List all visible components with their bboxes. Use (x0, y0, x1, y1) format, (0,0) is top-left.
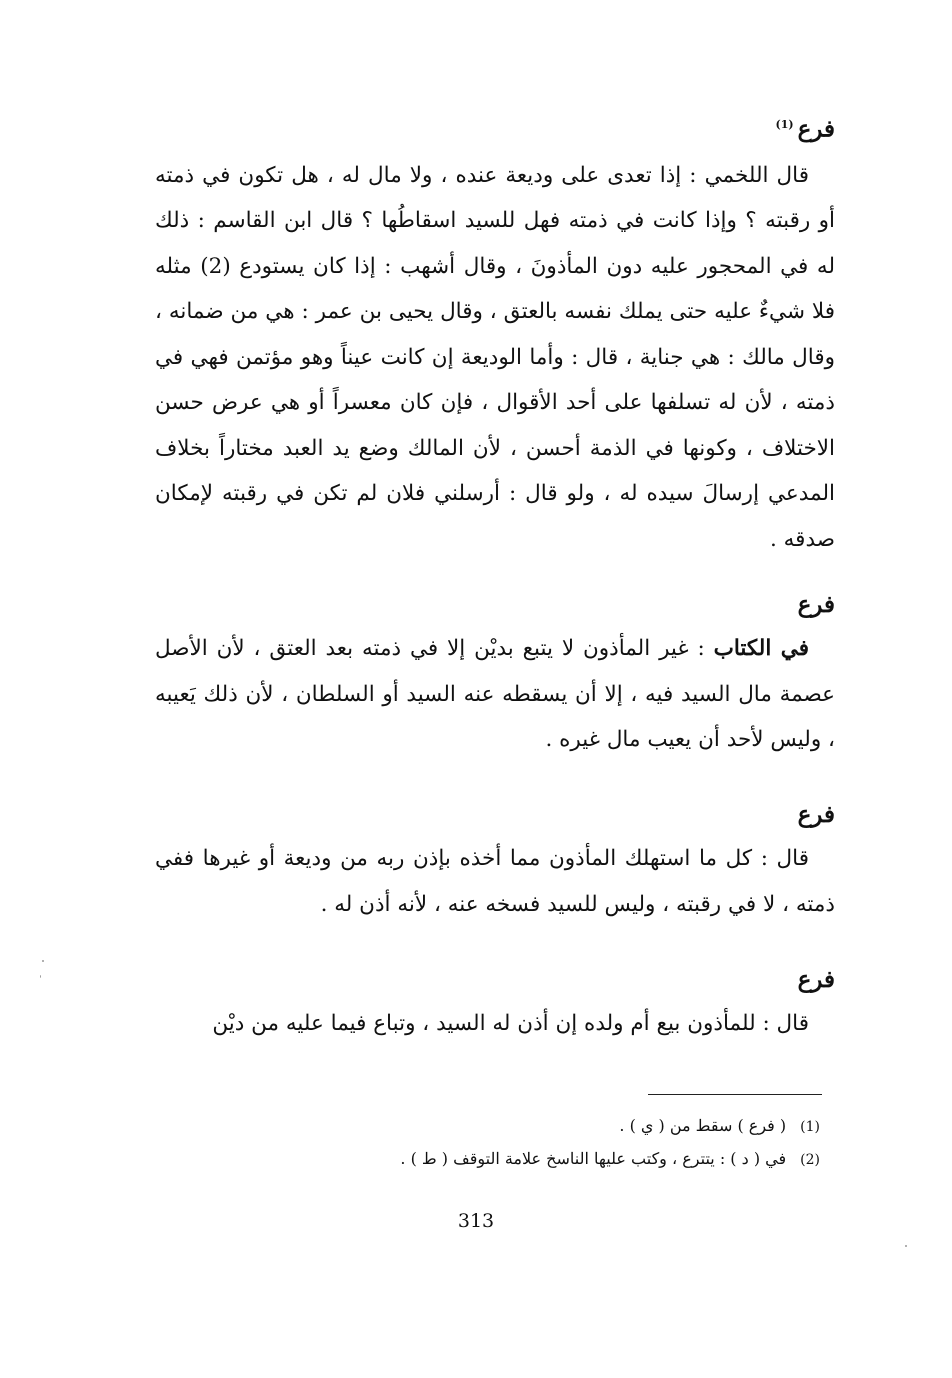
section-2 (155, 590, 835, 763)
section-heading (155, 110, 835, 145)
footnote-text: ( فرع ) سقط من ( ي ) . (619, 1116, 787, 1135)
footnote-item (300, 1110, 820, 1143)
scan-speck (42, 960, 44, 962)
footnote-number: (2) (800, 1152, 820, 1168)
footnote-item (300, 1143, 820, 1176)
section-paragraph: قال : للمأذون بيع أم ولده إن أذن له السيد ، وتباع فيما عليه من ديْن (212, 1011, 809, 1036)
footnote-number: (1) (800, 1119, 820, 1135)
section-paragraph (155, 626, 835, 763)
section-4 (155, 965, 835, 1047)
paragraph-body: : غير المأذون لا يتبع بديْن إلا في ذمته بعد العتق ، لأن الأصل عصمة مال السيد فيه ، إلا أن يسقطه عنه السيد أو السلطان ، لأن ذلك يَعيبه ، وليس لأحد أن يعيب مال غيره . (155, 636, 835, 752)
section-heading: فرع (797, 801, 835, 828)
section-3 (155, 800, 835, 927)
footnotes (300, 1110, 820, 1176)
section-paragraph: قال : كل ما استهلك المأذون مما أخذه بإذن ربه من وديعة أو غيرها ففي ذمته ، لا في رقبته ، وليس للسيد فسخه عنه ، لأنه أذن له . (155, 846, 835, 917)
section-heading: فرع (797, 591, 835, 618)
section-heading: فرع (797, 966, 835, 993)
page-number: 313 (457, 1210, 495, 1232)
footnote-marker: (1) (775, 118, 794, 131)
section-paragraph: قال اللخمي : إذا تعدى على وديعة عنده ، ولا مال له ، هل تكون في ذمته أو رقبته ؟ وإذا كانت في ذمته فهل للسيد اسقاطُها ؟ قال ابن القاسم : ذلك له في المحجور عليه دون المأذونَ ، وقال أشهب : إذا كان يستودع (2) مثله فلا شيءٌ عليه حتى يملك نفسه بالعتق ، وقال يحيى بن عمر : هي من ضمانه ، وقال مالك : هي جناية ، قال : وأما الوديعة إن كانت عيناً وهو مؤتمن فهي في ذمته ، لأن له تسلفها على أحد الأقوال ، فإن كان معسراً أو هي عرض حسن الاختلاف ، وكونها في الذمة أحسن ، لأن المالك وضع يد العبد مختاراً بخلاف المدعي إرسالَ سيده له ، ولو قال : أرسلني فلان لم تكن في رقبته لإمكان صدقه . (155, 162, 835, 552)
footnote-divider (648, 1094, 822, 1095)
paragraph-lead: في الكتاب (713, 636, 810, 661)
scan-speck (905, 1245, 907, 1247)
scan-speck (40, 975, 41, 978)
section-1 (155, 110, 835, 562)
footnote-text: في ( د ) : يتترع ، وكتب عليها الناسخ علامة التوقف ( ط ) . (400, 1149, 787, 1168)
heading-text: فرع (797, 115, 835, 143)
